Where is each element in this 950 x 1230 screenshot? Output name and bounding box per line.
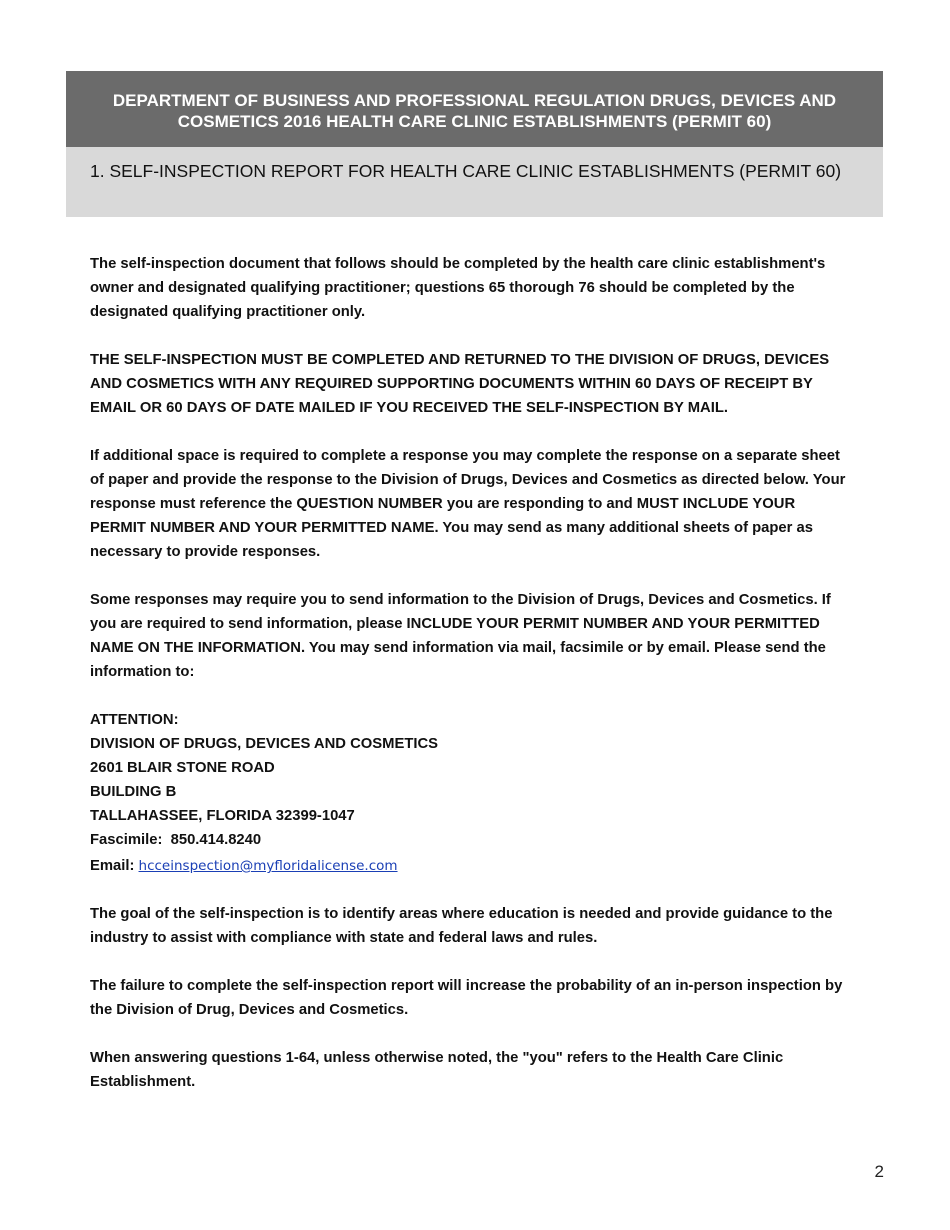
failure-paragraph: The failure to complete the self-inspection report will increase the probability of an in-person inspection by the Division of Drug, Devices and Cosmetics. (90, 978, 843, 1018)
address-street: 2601 BLAIR STONE ROAD (90, 760, 275, 776)
document-header (66, 71, 883, 147)
email-label: Email: (90, 858, 135, 874)
address-email (90, 854, 852, 878)
additional-space-paragraph: If additional space is required to complete a response you may complete the response on a separate sheet of paper and provide the response to the Division of Drugs, Devices and Cosmetics as directed below. Your response must reference the QUESTION NUMBER you are responding to and MUST INCLUDE YOUR PERMIT NUMBER AND YOUR PERMITTED NAME. You may send as many additional sheets of paper as necessary to provide responses. (90, 448, 846, 560)
deadline-paragraph: THE SELF-INSPECTION MUST BE COMPLETED AND RETURNED TO THE DIVISION OF DRUGS, DEVICES AND COSMETICS WITH ANY REQUIRED SUPPORTING DOCUMENTS WITHIN 60 DAYS OF RECEIPT BY EMAIL OR 60 DAYS OF DATE MAILED IF YOU RECEIVED THE SELF-INSPECTION BY MAIL. (90, 352, 830, 416)
intro-paragraph: The self-inspection document that follows should be completed by the health care clinic establishment's owner and designated qualifying practitioner; questions 65 thorough 76 should be completed by the designated qualifying practitioner only. (90, 256, 826, 320)
fax-number: 850.414.8240 (170, 832, 262, 848)
document-body (90, 252, 852, 1118)
address-city: TALLAHASSEE, FLORIDA 32399-1047 (90, 808, 355, 824)
address-fax (90, 828, 852, 852)
address-building: BUILDING B (90, 784, 177, 800)
section-header (66, 147, 883, 217)
address-division: DIVISION OF DRUGS, DEVICES AND COSMETICS (90, 736, 439, 752)
send-info-paragraph: Some responses may require you to send information to the Division of Drugs, Devices and Cosmetics. If you are required to send information, please INCLUDE YOUR PERMIT NUMBER AND YOUR PERMITTED NAME ON THE INFORMATION. You may send information via mail, facsimile or by email. Please send the information to: (90, 592, 831, 680)
address-attention: ATTENTION: (90, 712, 179, 728)
section-title: 1. SELF-INSPECTION REPORT FOR HEALTH CARE CLINIC ESTABLISHMENTS (PERMIT 60) (90, 161, 842, 181)
goal-paragraph: The goal of the self-inspection is to identify areas where education is needed and provide guidance to the industry to assist with compliance with state and federal laws and rules. (90, 906, 833, 946)
header-title-line-1: DEPARTMENT OF BUSINESS AND PROFESSIONAL REGULATION DRUGS, DEVICES AND (112, 91, 837, 110)
answering-paragraph: When answering questions 1-64, unless otherwise noted, the "you" refers to the Health Care Clinic Establishment. (90, 1050, 784, 1090)
fax-label: Fascimile: (90, 832, 163, 848)
mailing-address (90, 708, 852, 878)
email-link[interactable]: hcceinspection@myfloridalicense.com (138, 858, 398, 874)
page-number: 2 (874, 1162, 884, 1181)
header-title-line-2: COSMETICS 2016 HEALTH CARE CLINIC ESTABLISHMENTS (PERMIT 60) (177, 112, 772, 131)
